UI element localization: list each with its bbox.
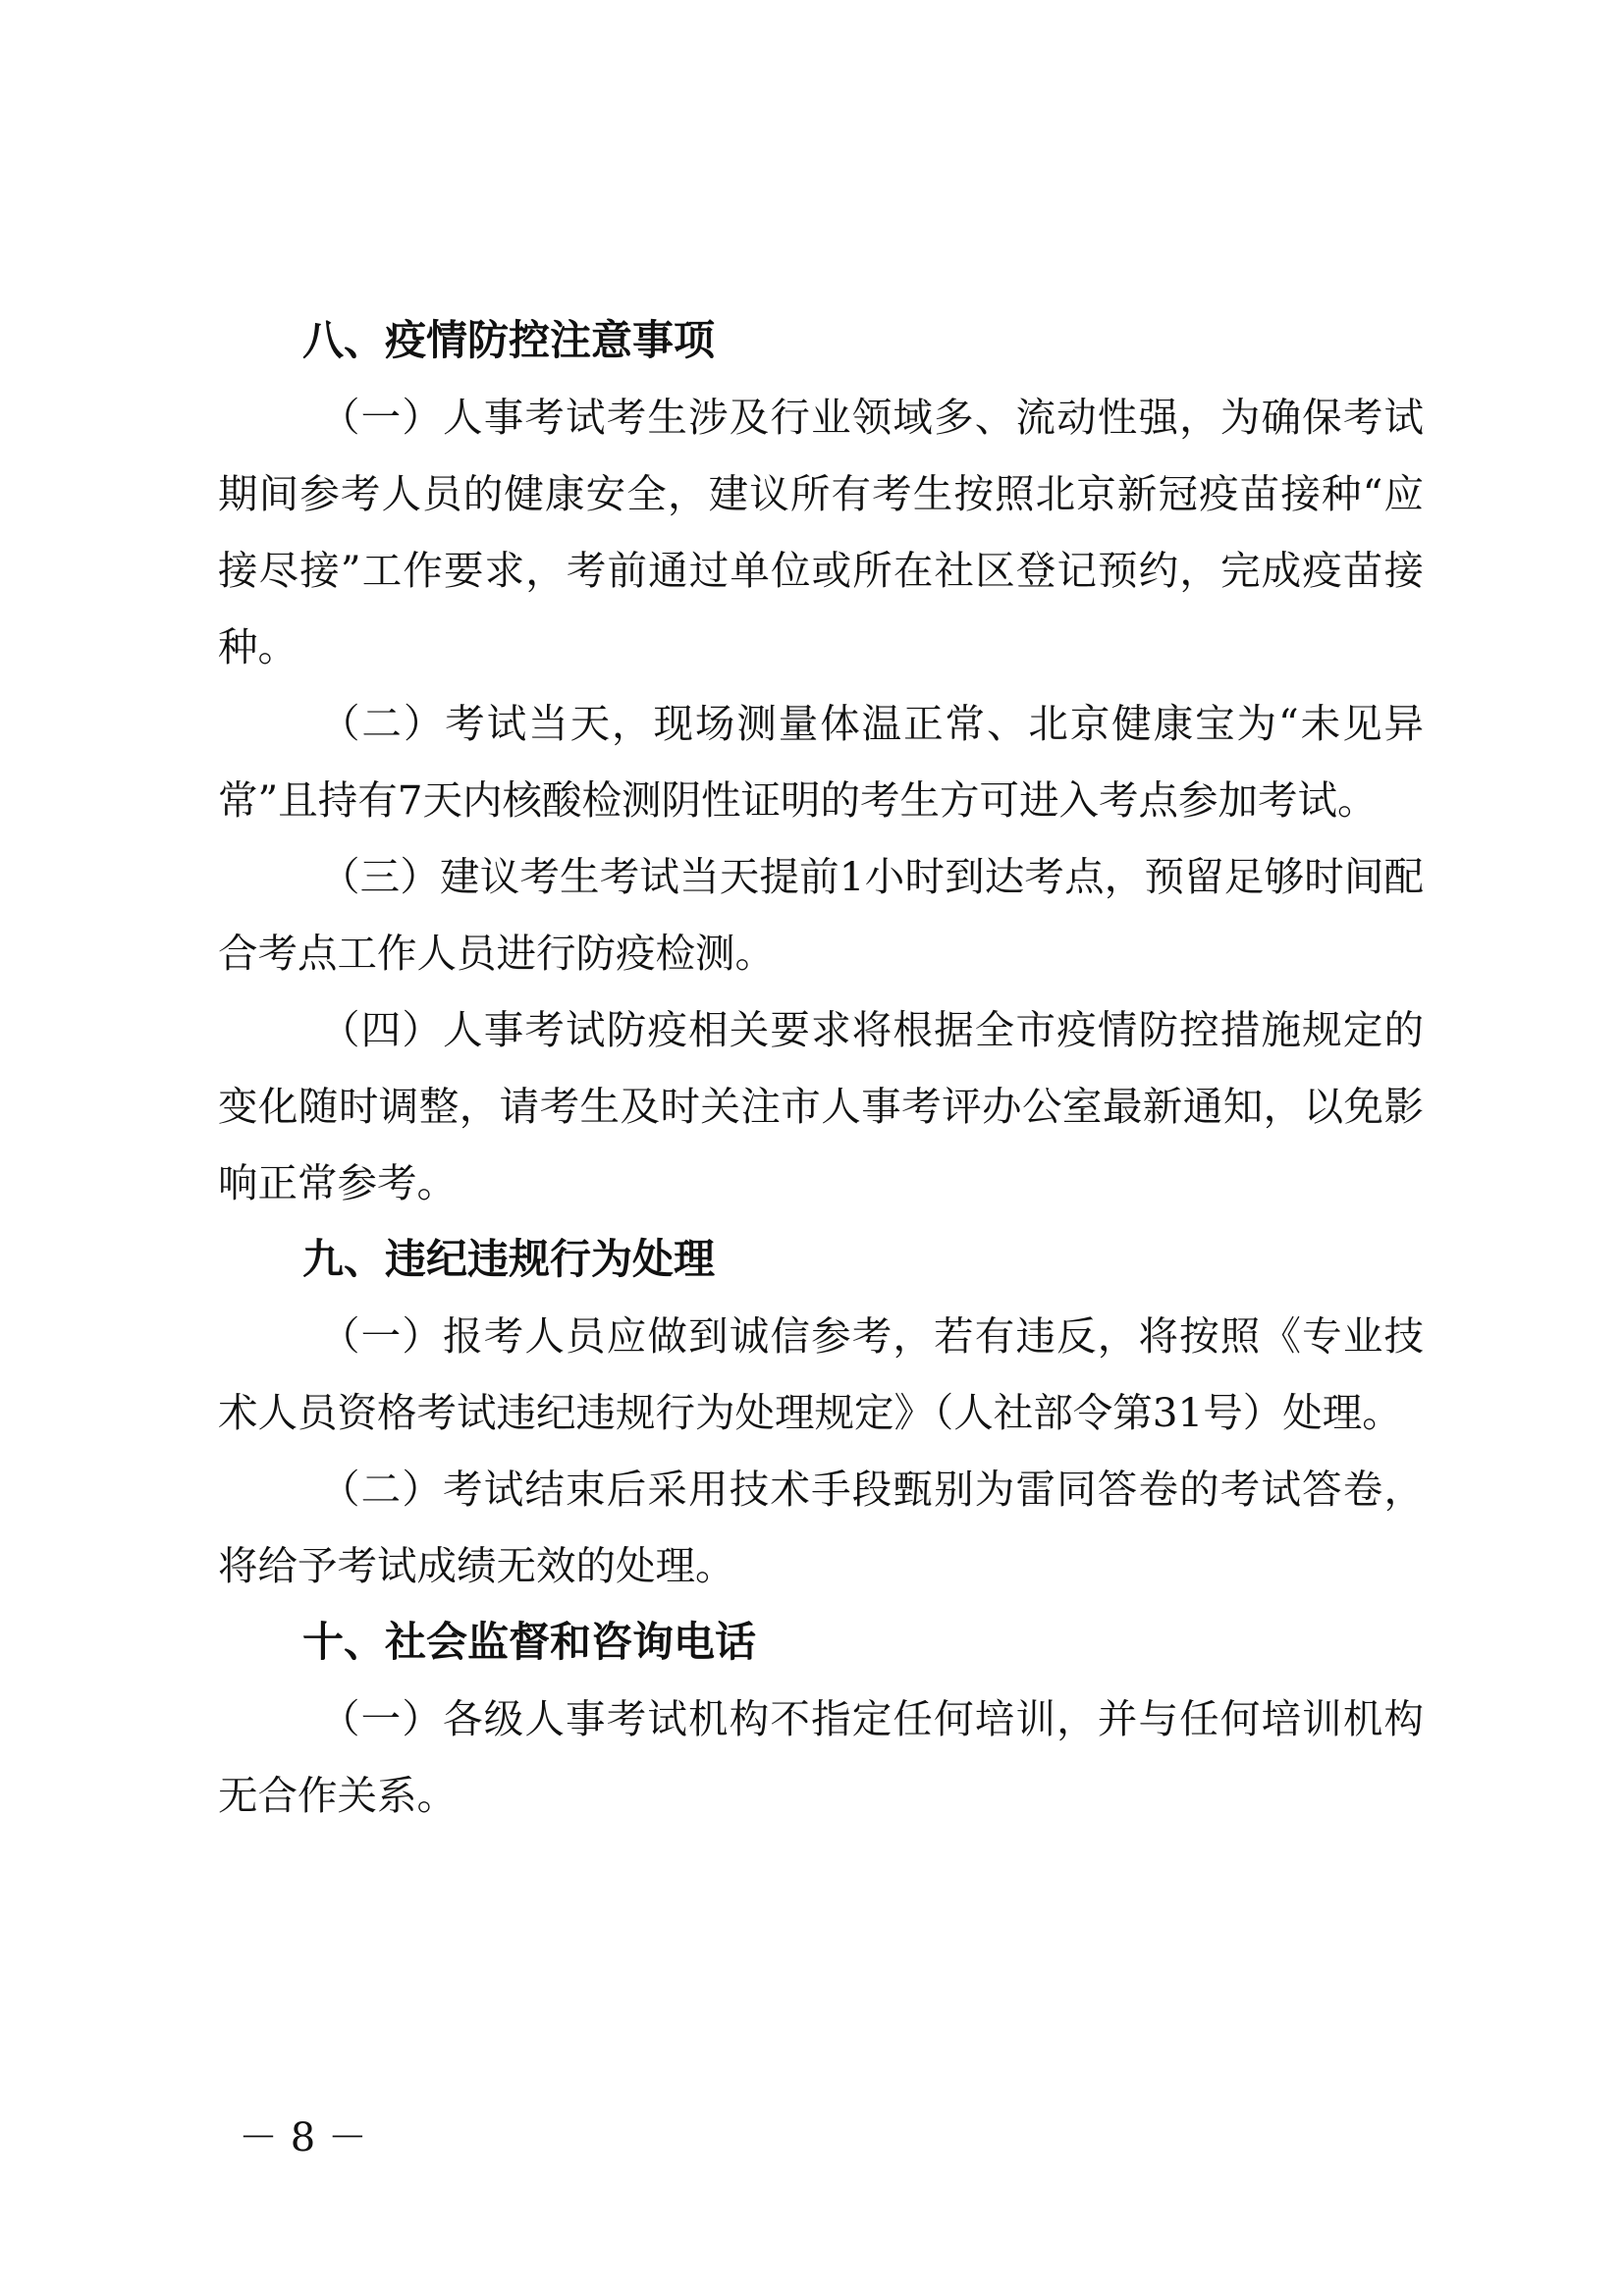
section-heading: 八、疫情防控注意事项: [302, 316, 716, 364]
section-heading: 九、违纪违规行为处理: [302, 1235, 716, 1283]
paragraph: （一）人事考试考生涉及行业领域多、流动性强，为确保考试期间参考人员的健康安全，建议所有考生按照北京新冠疫苗接种“应接尽接”工作要求，考前通过单位或所在社区登记预约，完成疫苗接种。: [218, 394, 1424, 670]
paragraph: （三）建议考生考试当天提前1小时到达考点，预留足够时间配合考点工作人员进行防疫检测。: [218, 853, 1424, 977]
section-10: [218, 1604, 1424, 1834]
section-heading: 十、社会监督和咨询电话: [302, 1618, 757, 1666]
page-number: － 8 －: [239, 2115, 367, 2161]
paragraph: （四）人事考试防疫相关要求将根据全市疫情防控措施规定的变化随时调整，请考生及时关注市人事考评办公室最新通知，以免影响正常参考。: [218, 1006, 1424, 1206]
section-9: [218, 1221, 1424, 1604]
document-body: [218, 302, 1424, 1834]
paragraph: （一）各级人事考试机构不指定任何培训，并与任何培训机构无合作关系。: [218, 1695, 1424, 1819]
section-8: [218, 302, 1424, 1221]
paragraph: （一）报考人员应做到诚信参考，若有违反，将按照《专业技术人员资格考试违纪违规行为处理规定》（人社部令第31号）处理。: [218, 1312, 1424, 1436]
paragraph: （二）考试当天，现场测量体温正常、北京健康宝为“未见异常”且持有7天内核酸检测阴性证明的考生方可进入考点参加考试。: [218, 700, 1424, 824]
paragraph: （二）考试结束后采用技术手段甄别为雷同答卷的考试答卷，将给予考试成绩无效的处理。: [218, 1466, 1424, 1589]
